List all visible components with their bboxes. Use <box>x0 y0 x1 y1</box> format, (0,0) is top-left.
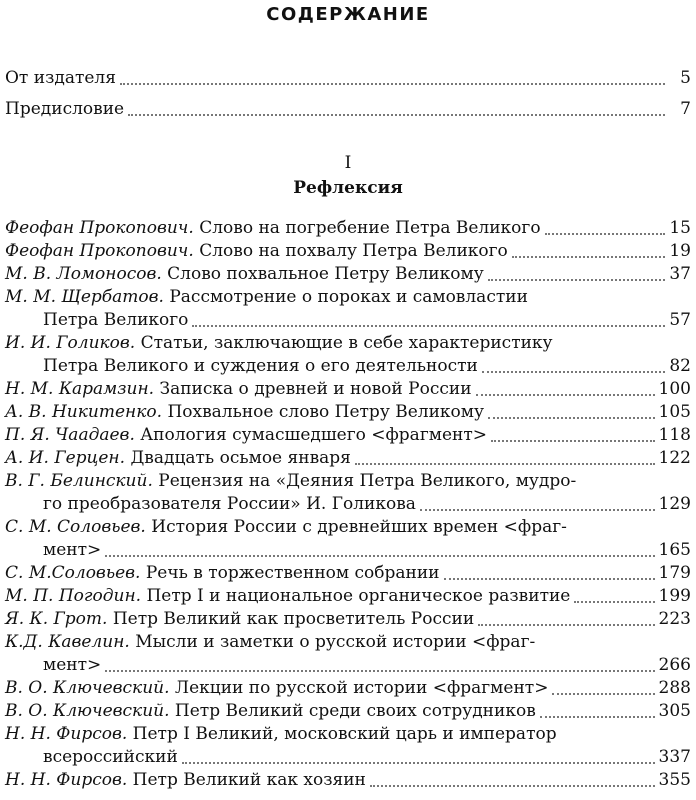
entry-title: Слово на похвалу Петра Великого <box>199 241 508 261</box>
dot-leader <box>128 114 665 116</box>
toc-entry-preface[interactable] <box>5 98 691 121</box>
entry-first-line <box>5 769 691 792</box>
entry-continuation-line <box>5 539 691 562</box>
entry-title: Речь в торжественном собрании <box>145 563 440 583</box>
dot-leader <box>355 463 655 465</box>
dot-leader <box>545 233 665 235</box>
entry-text <box>5 562 440 585</box>
entry-text <box>5 263 484 286</box>
entry-first-line <box>5 470 691 493</box>
entry-author: М. М. Щербатов. <box>5 287 164 307</box>
dot-leader <box>488 279 665 281</box>
toc-entry-publisher[interactable] <box>5 67 691 90</box>
entry-author: Феофан Прокопович. <box>5 218 194 238</box>
page-title: СОДЕРЖАНИЕ <box>266 4 430 25</box>
page-number: 105 <box>658 402 691 422</box>
toc-entry[interactable] <box>5 562 691 585</box>
toc-entry[interactable] <box>5 401 691 424</box>
entry-title: Петр Великий как просветитель России <box>112 609 475 629</box>
toc-entry[interactable] <box>5 677 691 700</box>
dot-leader <box>491 440 655 442</box>
entry-text <box>5 240 508 263</box>
entry-author: С. М. Соловьев. <box>5 517 146 537</box>
entry-author: И. И. Голиков. <box>5 333 136 353</box>
entry-title: Слово похвальное Петру Великому <box>167 264 484 284</box>
page-number: 266 <box>658 655 691 675</box>
page-number: 165 <box>658 540 691 560</box>
dot-leader <box>182 762 655 764</box>
entry-title: Статьи, заключающие в себе характеристику <box>140 333 553 353</box>
dot-leader <box>540 716 655 718</box>
entry-title: Апология сумасшедшего <фрагмент> <box>140 425 487 445</box>
dot-leader <box>105 555 654 557</box>
entry-author: А. В. Никитенко. <box>5 402 163 422</box>
entry-title: Петр I и национальное органическое развитие <box>146 586 571 606</box>
entry-text <box>43 309 188 332</box>
page-number: 355 <box>658 770 691 790</box>
entry-title: Записка о древней и новой России <box>159 379 472 399</box>
dot-leader <box>482 371 665 373</box>
entry-first-line <box>5 700 691 723</box>
toc-entry[interactable] <box>5 286 691 332</box>
toc-entry[interactable] <box>5 700 691 723</box>
entry-title: Петр Великий среди своих сотрудников <box>174 701 536 721</box>
entry-text <box>43 539 101 562</box>
entry-text <box>5 585 570 608</box>
dot-leader <box>444 578 655 580</box>
entry-first-line <box>5 240 691 263</box>
entry-author: В. О. Ключевский. <box>5 701 170 721</box>
page-number: 19 <box>669 241 691 261</box>
entry-author: П. Я. Чаадаев. <box>5 425 135 445</box>
entry-title: Слово на погребение Петра Великого <box>199 218 541 238</box>
toc-entry[interactable] <box>5 723 691 769</box>
entry-title: Петра Великого <box>43 310 189 330</box>
entry-first-line <box>5 608 691 631</box>
entry-first-line <box>5 631 691 654</box>
toc-entry[interactable] <box>5 217 691 240</box>
entry-title: Петр Великий как хозяин <box>132 770 366 790</box>
entry-text <box>5 723 557 746</box>
entry-title: мент> <box>43 655 102 675</box>
entry-text <box>5 332 553 355</box>
entry-author: С. М.Соловьев. <box>5 563 141 583</box>
entry-first-line <box>5 585 691 608</box>
entry-first-line <box>5 286 691 309</box>
page-number: 7 <box>680 99 691 119</box>
entry-continuation-line <box>5 654 691 677</box>
toc-entry[interactable] <box>5 332 691 378</box>
entry-author: М. П. Погодин. <box>5 586 142 606</box>
entry-first-line <box>5 516 691 539</box>
dot-leader <box>120 83 665 85</box>
entry-continuation-line <box>5 746 691 769</box>
entry-text <box>5 378 472 401</box>
entry-text <box>5 516 567 539</box>
entry-first-line <box>5 677 691 700</box>
toc-entry[interactable] <box>5 263 691 286</box>
entry-title: История России с древнейших времен <фраг- <box>151 517 567 537</box>
entry-author: В. О. Ключевский. <box>5 678 170 698</box>
entry-title: всероссийский <box>43 747 178 767</box>
entry-text <box>5 470 576 493</box>
toc-entry[interactable] <box>5 424 691 447</box>
entry-text <box>43 746 178 769</box>
entry-title: Петр I Великий, московский царь и император <box>132 724 557 744</box>
dot-leader <box>574 601 654 603</box>
entry-author: Феофан Прокопович. <box>5 241 194 261</box>
page-number: 57 <box>669 310 691 330</box>
entry-first-line <box>5 217 691 240</box>
entry-title: мент> <box>43 540 102 560</box>
entry-title: Рецензия на «Деяния Петра Великого, мудро- <box>158 471 577 491</box>
page-number: 100 <box>658 379 691 399</box>
entry-continuation-line <box>5 355 691 378</box>
section-number: I <box>344 153 352 173</box>
entry-title: Двадцать осьмое января <box>130 448 351 468</box>
entry-author: К.Д. Кавелин. <box>5 632 130 652</box>
page-number: 118 <box>658 425 691 445</box>
toc-entry[interactable] <box>5 631 691 677</box>
entry-author: В. Г. Белинский. <box>5 471 153 491</box>
dot-leader <box>478 624 654 626</box>
entry-title: От издателя <box>5 68 116 88</box>
entry-author: М. В. Ломоносов. <box>5 264 162 284</box>
page-number: 37 <box>669 264 691 284</box>
page-number: 5 <box>680 68 691 88</box>
page-number: 223 <box>658 609 691 629</box>
entry-continuation-line <box>5 493 691 516</box>
entry-text <box>5 769 366 792</box>
entry-author: Н. Н. Фирсов. <box>5 724 128 744</box>
entry-first-line <box>5 401 691 424</box>
dot-leader <box>552 693 654 695</box>
entry-title: Петра Великого и суждения о его деятельности <box>43 356 478 376</box>
entry-title: Рассмотрение о пороках и самовластии <box>169 287 528 307</box>
entry-text <box>43 355 478 378</box>
entry-text <box>5 424 487 447</box>
entry-title: Мысли и заметки о русской истории <фраг- <box>135 632 536 652</box>
entry-first-line <box>5 424 691 447</box>
entry-text <box>5 608 474 631</box>
toc-entry[interactable] <box>5 240 691 263</box>
entry-title: Похвальное слово Петру Великому <box>167 402 484 422</box>
entry-author: А. И. Герцен. <box>5 448 126 468</box>
entry-text <box>5 401 484 424</box>
page-number: 82 <box>669 356 691 376</box>
dot-leader <box>192 325 665 327</box>
dot-leader <box>488 417 655 419</box>
entry-first-line <box>5 447 691 470</box>
entry-author: Я. К. Грот. <box>5 609 108 629</box>
entry-text <box>5 447 351 470</box>
entry-title: го преобразователя России» И. Голикова <box>43 494 416 514</box>
dot-leader <box>370 785 655 787</box>
dot-leader <box>420 509 655 511</box>
entry-first-line <box>5 263 691 286</box>
entry-title: Лекции по русской истории <фрагмент> <box>174 678 549 698</box>
entry-text <box>5 677 548 700</box>
page-number: 305 <box>658 701 691 721</box>
toc-entry[interactable] <box>5 608 691 631</box>
page-number: 337 <box>658 747 691 767</box>
section-title: Рефлексия <box>293 178 403 198</box>
page-number: 122 <box>658 448 691 468</box>
page-number: 179 <box>658 563 691 583</box>
entry-text <box>43 654 101 677</box>
entry-first-line <box>5 332 691 355</box>
entry-text <box>5 631 535 654</box>
entry-first-line <box>5 723 691 746</box>
dot-leader <box>476 394 655 396</box>
toc-entry[interactable] <box>5 378 691 401</box>
page-number: 288 <box>658 678 691 698</box>
page-number: 15 <box>669 218 691 238</box>
entry-author: Н. М. Карамзин. <box>5 379 155 399</box>
entry-continuation-line <box>5 309 691 332</box>
entry-first-line <box>5 378 691 401</box>
toc-entry[interactable] <box>5 447 691 470</box>
entry-first-line <box>5 562 691 585</box>
entry-title: Предисловие <box>5 99 125 119</box>
entry-text <box>5 286 528 309</box>
page-number: 129 <box>658 494 691 514</box>
entry-text <box>43 493 416 516</box>
toc-entry[interactable] <box>5 585 691 608</box>
entry-text <box>5 217 541 240</box>
dot-leader <box>512 256 665 258</box>
entry-author: Н. Н. Фирсов. <box>5 770 128 790</box>
toc-entry[interactable] <box>5 769 691 792</box>
entry-text <box>5 700 536 723</box>
toc-entry[interactable] <box>5 470 691 516</box>
toc-entry[interactable] <box>5 516 691 562</box>
dot-leader <box>105 670 654 672</box>
page-number: 199 <box>658 586 691 606</box>
